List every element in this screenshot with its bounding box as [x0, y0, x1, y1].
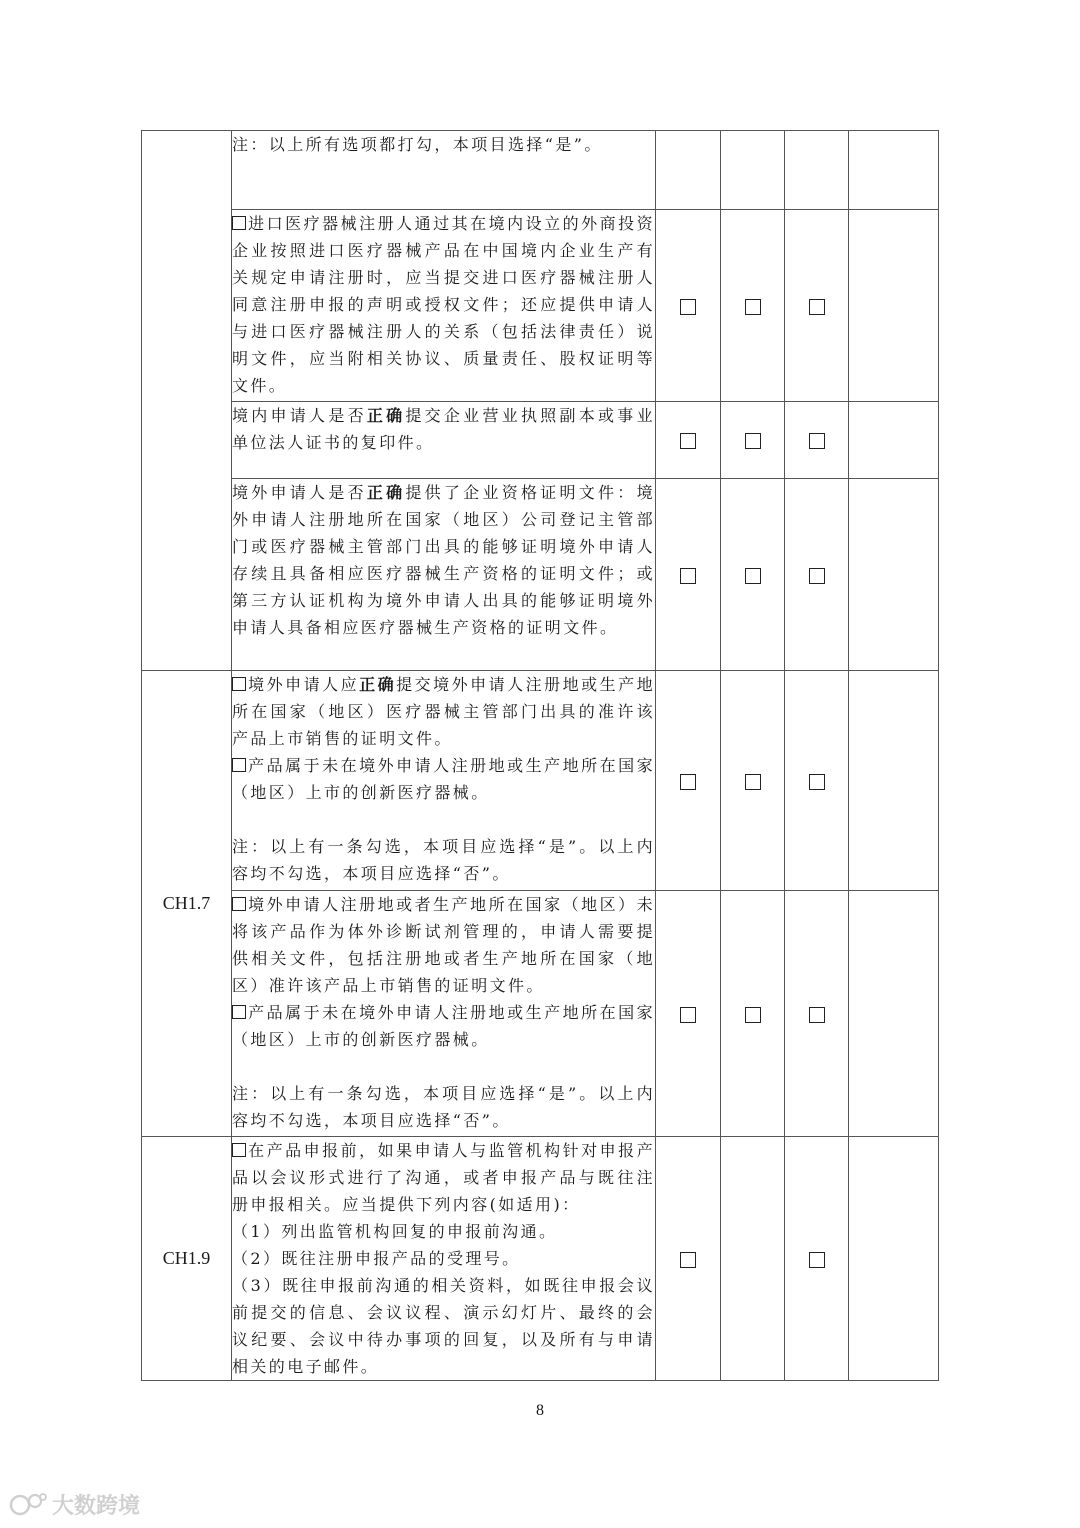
option-text: 进口医疗器械注册人通过其在境内设立的外商投资企业按照进口医疗器械产品在中国境内企业生产有关规定申请注册时，应当提交进口医疗器械注册人同意注册申报的声明或授权文件；还应提供申请人与进口医疗器械注册人的关系（包括法律责任）说明文件，应当附相关协议、质量责任、股权证明等文件。: [232, 214, 655, 395]
yes-cell: [656, 479, 721, 671]
note-text: 注：以上有一条勾选，本项目应选择“是”。以上内容均不勾选，本项目应选择“否”。: [232, 1084, 655, 1130]
note-text: 注：以上所有选项都打勾，本项目选择“是”。: [232, 135, 603, 154]
no-checkbox[interactable]: [745, 299, 761, 315]
option-checkbox[interactable]: [232, 216, 246, 230]
emphasis-text: 正确: [359, 675, 397, 694]
emphasis-text: 正确: [366, 483, 406, 502]
na-checkbox[interactable]: [809, 1007, 825, 1023]
no-checkbox[interactable]: [745, 1007, 761, 1023]
na-checkbox[interactable]: [809, 774, 825, 790]
na-checkbox[interactable]: [809, 299, 825, 315]
no-checkbox[interactable]: [745, 433, 761, 449]
yes-checkbox[interactable]: [680, 774, 696, 790]
yes-checkbox[interactable]: [680, 1252, 696, 1268]
option-text: 产品属于未在境外申请人注册地或生产地所在国家（地区）上市的创新医疗器械。: [232, 1003, 655, 1049]
watermark-logo-icon: [8, 1491, 48, 1517]
na-cell: [785, 671, 849, 891]
na-checkbox[interactable]: [809, 1252, 825, 1268]
yes-cell: [656, 891, 721, 1137]
check-cell: [656, 131, 721, 210]
code-cell-empty: [142, 131, 232, 671]
yes-cell: [656, 402, 721, 479]
option-text: 产品属于未在境外申请人注册地或生产地所在国家（地区）上市的创新医疗器械。: [232, 756, 655, 802]
no-cell: [721, 479, 785, 671]
na-cell: [785, 210, 849, 402]
no-checkbox[interactable]: [745, 774, 761, 790]
remark-cell: [849, 891, 939, 1137]
table-row: [142, 131, 939, 210]
option-checkbox[interactable]: [232, 677, 246, 691]
check-cell: [721, 131, 785, 210]
yes-cell: [656, 671, 721, 891]
no-checkbox[interactable]: [745, 568, 761, 584]
item-code: CH1.7: [142, 671, 232, 1137]
content-cell: [232, 210, 656, 402]
yes-checkbox[interactable]: [680, 433, 696, 449]
emphasis-text: 正确: [366, 406, 406, 425]
list-item: （1）列出监管机构回复的申报前沟通。: [232, 1222, 558, 1241]
item-text: 境内申请人是否: [232, 406, 367, 425]
na-cell: [785, 891, 849, 1137]
table-row: [142, 402, 939, 479]
content-cell: [232, 479, 656, 671]
remark-cell: [849, 479, 939, 671]
na-cell: [785, 1137, 849, 1381]
option-text: 提交境外申请人注册地或生产地所在国家（地区）医疗器械主管部门出具的准许该产品上市销售的证明文件。: [232, 675, 655, 748]
option-text: 境外申请人注册地或者生产地所在国家（地区）未将该产品作为体外诊断试剂管理的，申请人需要提供相关文件，包括注册地或者生产地所在国家（地区）准许该产品上市销售的证明文件。: [232, 895, 655, 995]
watermark: [8, 1490, 140, 1518]
content-cell: [232, 891, 656, 1137]
list-item: （3）既往申报前沟通的相关资料，如既往申报会议前提交的信息、会议议程、演示幻灯片、最终的会议纪要、会议中待办事项的回复，以及所有与申请相关的电子邮件。: [232, 1276, 655, 1376]
note-text: 注：以上有一条勾选，本项目应选择“是”。以上内容均不勾选，本项目应选择“否”。: [232, 837, 655, 883]
yes-checkbox[interactable]: [680, 568, 696, 584]
yes-checkbox[interactable]: [680, 299, 696, 315]
check-cell: [785, 131, 849, 210]
content-cell: [232, 402, 656, 479]
yes-checkbox[interactable]: [680, 1007, 696, 1023]
content-cell: [232, 1137, 656, 1381]
item-text: 提供了企业资格证明文件：境外申请人注册地所在国家（地区）公司登记主管部门或医疗器械主管部门出具的能够证明境外申请人存续且具备相应医疗器械生产资格的证明文件；或第三方认证机构为境外申请人出具的能够证明境外申请人具备相应医疗器械生产资格的证明文件。: [232, 483, 655, 637]
yes-cell: [656, 1137, 721, 1381]
remark-cell: [849, 210, 939, 402]
table-row: [142, 210, 939, 402]
table-row: [142, 479, 939, 671]
content-cell: [232, 131, 656, 210]
list-item: （2）既往注册申报产品的受理号。: [232, 1249, 521, 1268]
option-text: 境外申请人应: [248, 675, 360, 694]
option-text: 在产品申报前，如果申请人与监管机构针对申报产品以会议形式进行了沟通，或者申报产品与既往注册申报相关。应当提供下列内容(如适用)：: [232, 1141, 655, 1214]
na-cell: [785, 479, 849, 671]
option-checkbox[interactable]: [232, 758, 246, 772]
table-row: [142, 891, 939, 1137]
no-cell: [721, 1137, 785, 1381]
remark-cell: [849, 1137, 939, 1381]
checklist-table: [141, 130, 939, 1381]
table-row: [142, 671, 939, 891]
na-checkbox[interactable]: [809, 433, 825, 449]
yes-cell: [656, 210, 721, 402]
item-code: CH1.9: [142, 1137, 232, 1381]
remark-cell: [849, 131, 939, 210]
option-checkbox[interactable]: [232, 897, 246, 911]
no-cell: [721, 210, 785, 402]
item-text: 提交企业营业执照副本或事业单位法人证书的复印件。: [232, 406, 655, 452]
content-cell: [232, 671, 656, 891]
na-cell: [785, 402, 849, 479]
page-number: 8: [536, 1402, 544, 1419]
na-checkbox[interactable]: [809, 568, 825, 584]
table-row: [142, 1137, 939, 1381]
remark-cell: [849, 402, 939, 479]
no-cell: [721, 671, 785, 891]
no-cell: [721, 402, 785, 479]
no-cell: [721, 891, 785, 1137]
item-text: 境外申请人是否: [232, 483, 367, 502]
watermark-text: 大数跨境: [52, 1493, 141, 1519]
option-checkbox[interactable]: [232, 1143, 246, 1157]
remark-cell: [849, 671, 939, 891]
option-checkbox[interactable]: [232, 1005, 246, 1019]
